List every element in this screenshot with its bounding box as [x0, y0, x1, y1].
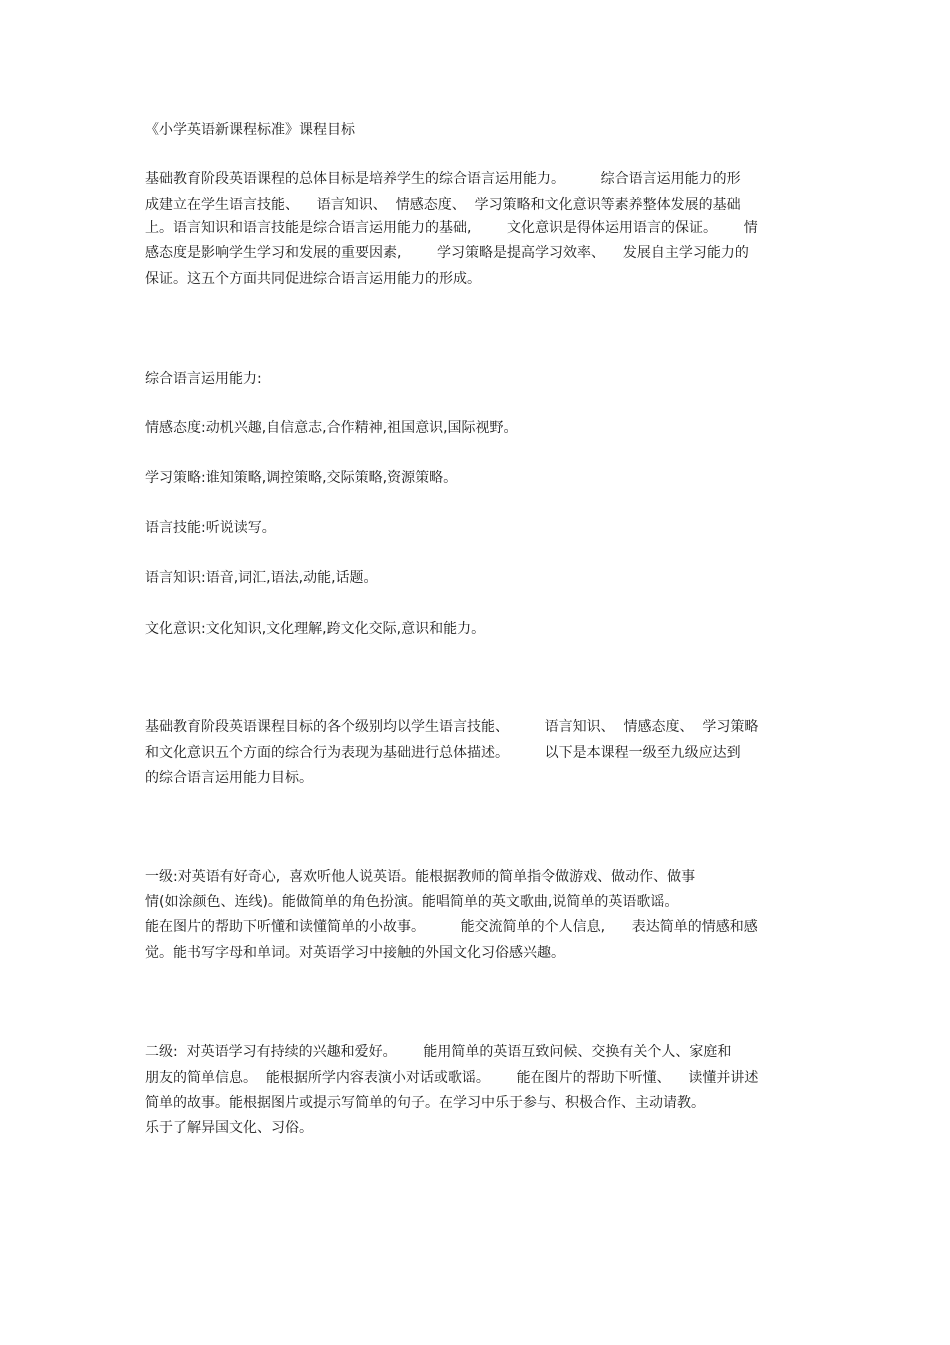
- level2-line: 朋友的简单信息。 能根据所学内容表演小对话或歌谣。 能在图片的帮助下听懂、 读懂并讲述: [145, 1070, 759, 1086]
- level2-line: 简单的故事。能根据图片或提示写简单的句子。在学习中乐于参与、积极合作、主动请教。: [145, 1095, 705, 1111]
- levels-intro-line: 和文化意识五个方面的综合行为表现为基础进行总体描述。 以下是本课程一级至九级应达到: [145, 745, 741, 761]
- ability-heading: 综合语言运用能力:: [145, 371, 262, 387]
- ability-item: 语言知识:语音,词汇,语法,动能,话题。: [145, 570, 378, 586]
- ability-item: 学习策略:谁知策略,调控策略,交际策略,资源策略。: [145, 470, 458, 486]
- document-title: 《小学英语新课程标准》课程目标: [145, 122, 355, 138]
- intro-line: 保证。这五个方面共同促进综合语言运用能力的形成。: [145, 271, 481, 287]
- ability-item: 文化意识:文化知识,文化理解,跨文化交际,意识和能力。: [145, 621, 486, 637]
- intro-line: 成建立在学生语言技能、 语言知识、 情感态度、 学习策略和文化意识等素养整体发展的基础: [145, 197, 741, 213]
- level2-line: 乐于了解异国文化、习俗。: [145, 1120, 313, 1136]
- ability-item: 情感态度:动机兴趣,自信意志,合作精神,祖国意识,国际视野。: [145, 420, 518, 436]
- ability-item: 语言技能:听说读写。: [145, 520, 276, 536]
- intro-line: 上。语言知识和语言技能是综合语言运用能力的基础, 文化意识是得体运用语言的保证。 情: [145, 220, 758, 236]
- levels-intro-line: 基础教育阶段英语课程目标的各个级别均以学生语言技能、 语言知识、 情感态度、 学习策略: [145, 719, 759, 735]
- intro-line: 基础教育阶段英语课程的总体目标是培养学生的综合语言运用能力。 综合语言运用能力的形: [145, 171, 741, 187]
- level1-line: 情(如涂颜色、连线)。能做简单的角色扮演。能唱简单的英文歌曲,说简单的英语歌谣。: [145, 894, 679, 910]
- intro-line: 感态度是影响学生学习和发展的重要因素, 学习策略是提高学习效率、 发展自主学习能力的: [145, 245, 749, 261]
- level1-line: 觉。能书写字母和单词。对英语学习中接触的外国文化习俗感兴趣。: [145, 945, 565, 961]
- level1-line: 能在图片的帮助下听懂和读懂简单的小故事。 能交流简单的个人信息, 表达简单的情感和感: [145, 919, 758, 935]
- level1-line: 一级:对英语有好奇心, 喜欢听他人说英语。能根据教师的简单指令做游戏、做动作、做事: [145, 869, 696, 885]
- levels-intro-line: 的综合语言运用能力目标。: [145, 770, 313, 786]
- level2-line: 二级: 对英语学习有持续的兴趣和爱好。 能用简单的英语互致问候、交换有关个人、家庭和: [145, 1044, 732, 1060]
